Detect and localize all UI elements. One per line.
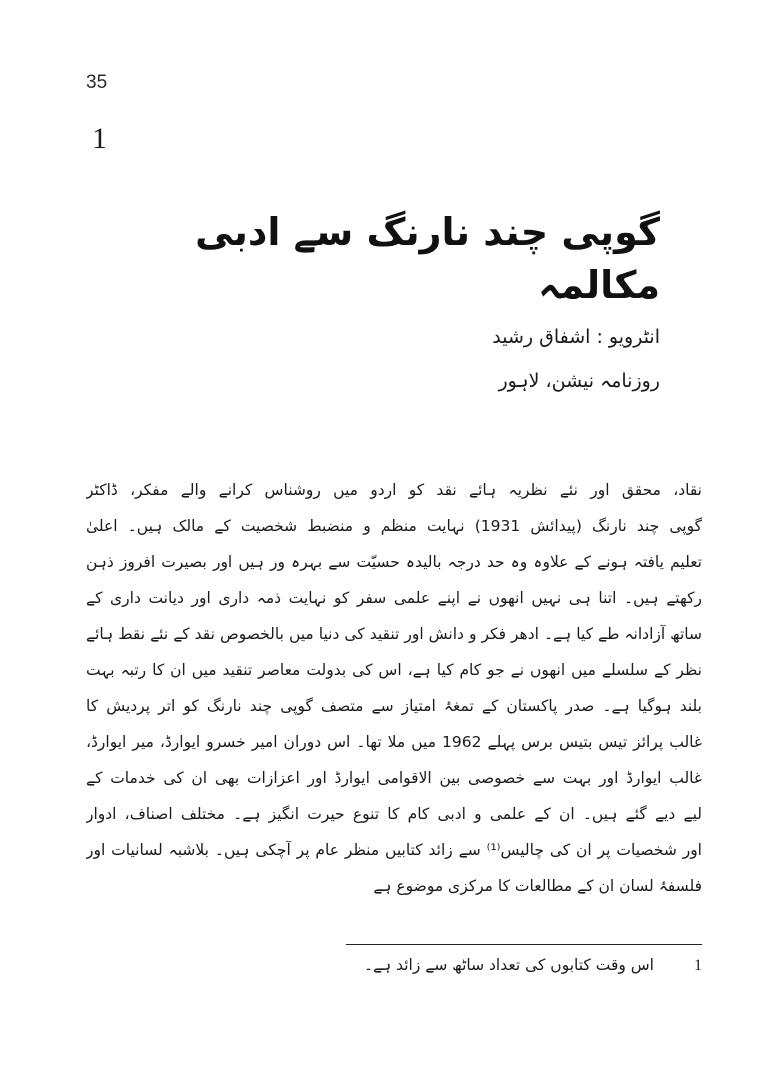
publication-source: روزنامہ نیشن، لاہور [498,370,660,392]
chapter-number: 1 [92,122,107,155]
body-line: اور شخصیات پر ان کی چالیس⁽¹⁾ سے زائد کتابیں منظر عام پر آچکی ہیں۔ بلاشبہ لسانیات اور [86,841,702,859]
body-line: فلسفۂ لسان ان کے مطالعات کا مرکزی موضوع ہے [373,877,702,895]
body-line: لیے دیے گئے ہیں۔ ان کے علمی و ادبی کام کا تنوع حیرت انگیز ہے۔ مختلف اصناف، ادوار [86,805,702,823]
body-line: نظر کے سلسلے میں انھوں نے جو کام کیا ہے، اس کی بدولت معاصر تنقید میں ان کا رتبہ بہت [86,661,702,679]
interviewer-credit: انٹرویو : اشفاق رشید [492,326,660,348]
footnote-text: اس وقت کتابوں کی تعداد ساٹھ سے زائد ہے۔ [363,956,654,974]
body-line: تعلیم یافتہ ہونے کے علاوہ وہ حد درجہ بالیدہ حسیّت سے بہرہ ور ہیں اور بصیرت افروز ذہن [86,553,702,571]
body-line: نقاد، محقق اور نئے نظریہ ہائے نقد کو اردو میں روشناس کرانے والے مفکر، ڈاکٹر [86,481,702,499]
body-line: گوپی چند نارنگ (پیدائش 1931) نہایت منظم و منضبط شخصیت کے مالک ہیں۔ اعلیٰ [86,517,702,535]
body-line: بلند ہوگیا ہے۔ صدر پاکستان کے تمغۂ امتیاز سے متصف گوپی چند نارنگ کو اتر پردیش کا [86,697,702,715]
body-line: ساتھ آزادانہ طے کیا ہے۔ ادھر فکر و دانش اور تنقید کی دنیا میں بالخصوص نقد کے نئے نقط ہائے [86,625,702,643]
body-line: غالب پرائز تیس بتیس برس پہلے 1962 میں ملا تھا۔ اس دوران امیر خسرو ایوارڈ، میر ایوارڈ، [86,733,702,751]
body-line: غالب ایوارڈ اور بہت سے خصوصی بین الاقوامی ایوارڈ اور اعزازات بھی ان کی خدمات کے [86,769,702,787]
footnote-divider [346,944,702,945]
body-paragraph [86,472,702,904]
footnote-marker: 1 [694,957,702,974]
chapter-title: گوپی چند نارنگ سے ادبی مکالمہ [195,210,660,308]
body-line: رکھتے ہیں۔ اتنا ہی نہیں انھوں نے اپنے علمی سفر کو نہایت ذمہ داری اور دیانت داری کے [86,589,702,607]
footnote [330,956,702,975]
page-number: 35 [86,72,108,93]
